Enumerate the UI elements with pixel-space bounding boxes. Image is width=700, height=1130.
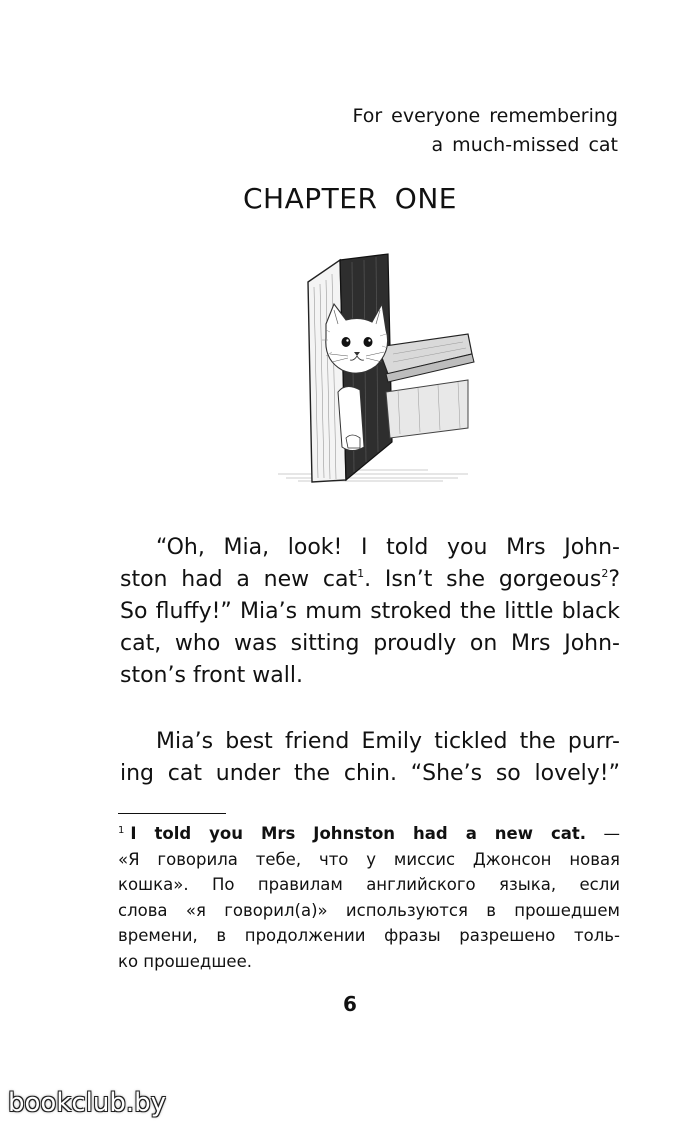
chapter-title: CHAPTER ONE bbox=[243, 182, 457, 215]
footnote-source-phrase: I told you Mrs Johnston had a new cat. bbox=[130, 824, 587, 843]
dedication-line-1: For everyone remembering bbox=[352, 105, 618, 127]
paragraph-line: ston’s front wall. bbox=[120, 663, 303, 688]
footnote bbox=[118, 818, 620, 974]
watermark: bookclub.by bbox=[8, 1088, 167, 1118]
paragraph-line-segment: ston had a new cat bbox=[120, 567, 358, 592]
dedication-line-2: a much-missed cat bbox=[431, 134, 618, 156]
footnote-ref[interactable]: 1 bbox=[357, 567, 365, 580]
footnote-dash: — bbox=[586, 824, 621, 843]
footnote-line: «Я говорила тебе, что у миссис Джонсон новая bbox=[118, 849, 620, 869]
page-number: 6 bbox=[343, 992, 357, 1016]
footnote-line: времени, в продолжении фразы разрешено толь- bbox=[118, 926, 620, 945]
footnote-marker: 1 bbox=[118, 825, 125, 836]
kitten-peeking-around-door-icon bbox=[268, 242, 478, 487]
paragraph-line-segment: . Isn’t she gorgeous bbox=[364, 567, 602, 592]
paragraph-1 bbox=[120, 532, 620, 692]
paragraph-line bbox=[120, 564, 620, 596]
footnote-ref[interactable]: 2 bbox=[601, 567, 609, 580]
paragraph-2 bbox=[120, 726, 620, 790]
paragraph-line: So fluffy!” Mia’s mum stroked the little black bbox=[120, 599, 620, 624]
paragraph-line: “Oh, Mia, look! I told you Mrs John- bbox=[156, 535, 620, 560]
paragraph-line: cat, who was sitting proudly on Mrs John- bbox=[120, 631, 620, 656]
paragraph-line: ing cat under the chin. “She’s so lovely!” bbox=[120, 761, 620, 786]
footnote-line bbox=[118, 818, 620, 847]
paragraph-line: Mia’s best friend Emily tickled the purr- bbox=[156, 729, 620, 754]
footnote-line: ко прошедшее. bbox=[118, 951, 252, 971]
footnote-line: кошка». По правилам английского языка, если bbox=[118, 875, 620, 894]
paragraph-line-segment: ? bbox=[608, 567, 620, 592]
footnote-divider bbox=[118, 813, 226, 814]
dedication bbox=[352, 102, 618, 160]
footnote-line: слова «я говорил(а)» используются в прошедшем bbox=[118, 900, 620, 920]
